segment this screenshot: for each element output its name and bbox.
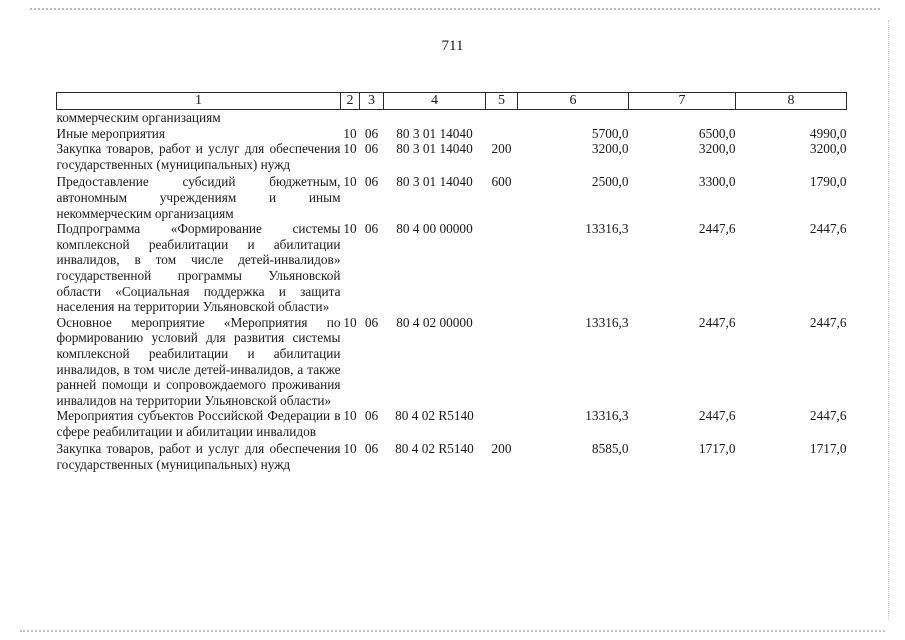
scan-edge-top xyxy=(30,8,880,10)
subsection-code-cell: 06 xyxy=(364,221,379,237)
section-code-cell: 10 xyxy=(343,441,357,457)
amount-col6-cell: 13316,3 xyxy=(585,408,629,424)
table-row xyxy=(57,221,847,315)
amount-col6-cell: 2500,0 xyxy=(591,174,629,190)
amount-col7-cell xyxy=(629,110,736,126)
row-name-cell: Предоставление субсидий бюджетным, автономным учреждениям и иным некоммерческим организациям xyxy=(56,174,341,221)
section-code-cell: 10 xyxy=(343,408,357,424)
row-name-cell: коммерческим организациям xyxy=(56,110,221,125)
scan-edge-bottom xyxy=(20,630,885,632)
subsection-code-cell: 06 xyxy=(364,174,379,190)
subsection-code-cell: 06 xyxy=(364,408,379,424)
expense-type-cell: 200 xyxy=(491,441,512,457)
section-code-cell: 10 xyxy=(343,174,357,190)
amount-col7-cell: 3200,0 xyxy=(698,141,736,157)
target-article-cell: 80 3 01 14040 xyxy=(396,141,473,157)
header-cell-3: 3 xyxy=(360,93,384,110)
table-row xyxy=(57,126,847,142)
header-cell-5: 5 xyxy=(486,93,518,110)
target-article-cell: 80 3 01 14040 xyxy=(396,174,473,190)
subsection-code-cell: 06 xyxy=(364,441,379,457)
header-cell-8: 8 xyxy=(736,93,847,110)
page-number: 711 xyxy=(441,38,464,54)
amount-col8-cell: 2447,6 xyxy=(809,408,847,424)
amount-col8-cell: 1790,0 xyxy=(809,174,847,190)
row-name-cell: Иные мероприятия xyxy=(56,125,166,141)
expense-type-cell xyxy=(486,221,518,315)
expense-type-cell xyxy=(486,126,518,142)
amount-col7-cell: 2447,6 xyxy=(698,221,736,237)
amount-col7-cell: 3300,0 xyxy=(698,174,736,190)
scan-edge-right xyxy=(888,20,889,620)
target-article-cell: 80 4 02 00000 xyxy=(396,314,473,330)
amount-col8-cell xyxy=(736,110,847,126)
target-article-cell: 80 3 01 14040 xyxy=(396,125,473,141)
amount-col7-cell: 1717,0 xyxy=(698,441,736,457)
amount-col6-cell: 13316,3 xyxy=(585,314,629,330)
expense-type-cell xyxy=(486,315,518,409)
table-row xyxy=(57,408,847,439)
amount-col6-cell: 8585,0 xyxy=(591,441,629,457)
amount-col8-cell: 2447,6 xyxy=(809,221,847,237)
expense-type-cell xyxy=(486,110,518,126)
amount-col6-cell: 3200,0 xyxy=(591,141,629,157)
target-article-cell xyxy=(384,110,486,126)
row-name-cell: Основное мероприятие «Мероприятия по формированию условий для развития системы комплексной реабилитации и абилитации инвалидов, в том числе детей-инвалидов, а также ранней помощи и сопровождаемого проживания инвалидов на территории Ульяновской области» xyxy=(56,314,341,408)
subsection-code-cell xyxy=(360,110,384,126)
expense-type-cell: 200 xyxy=(491,141,512,157)
header-row xyxy=(57,93,847,110)
amount-col8-cell: 2447,6 xyxy=(809,314,847,330)
section-code-cell: 10 xyxy=(343,221,357,237)
table-row xyxy=(57,110,847,126)
expense-type-cell: 600 xyxy=(491,174,512,190)
amount-col6-cell xyxy=(518,110,629,126)
header-cell-6: 6 xyxy=(518,93,629,110)
amount-col7-cell: 2447,6 xyxy=(698,314,736,330)
table-row xyxy=(57,141,847,172)
expense-type-cell xyxy=(486,408,518,439)
row-name-cell: Подпрограмма «Формирование системы комплексной реабилитации и абилитации инвалидов, в том числе детей-инвалидов» государственной программы Ульяновской области «Социальная поддержка и защита населения на территории Ульяновской области» xyxy=(56,221,341,315)
section-code-cell xyxy=(341,110,360,126)
budget-table xyxy=(56,92,847,473)
amount-col8-cell: 1717,0 xyxy=(809,441,847,457)
row-name-cell: Закупка товаров, работ и услуг для обеспечения государственных (муниципальных) нужд xyxy=(56,441,341,473)
subsection-code-cell: 06 xyxy=(364,141,379,157)
table-row xyxy=(57,172,847,221)
header-cell-1: 1 xyxy=(57,93,341,110)
amount-col8-cell: 3200,0 xyxy=(809,141,847,157)
header-cell-7: 7 xyxy=(629,93,736,110)
target-article-cell: 80 4 02 R5140 xyxy=(395,408,474,424)
header-cell-2: 2 xyxy=(341,93,360,110)
table-row xyxy=(57,439,847,472)
section-code-cell: 10 xyxy=(343,314,357,330)
row-name-cell: Закупка товаров, работ и услуг для обеспечения государственных (муниципальных) нужд xyxy=(56,141,341,172)
amount-col7-cell: 6500,0 xyxy=(698,125,736,141)
subsection-code-cell: 06 xyxy=(364,314,379,330)
amount-col8-cell: 4990,0 xyxy=(809,125,847,141)
target-article-cell: 80 4 00 00000 xyxy=(396,221,473,237)
subsection-code-cell: 06 xyxy=(364,125,379,141)
section-code-cell: 10 xyxy=(343,125,357,141)
row-name-cell: Мероприятия субъектов Российской Федерации в сфере реабилитации и абилитации инвалидов xyxy=(56,408,341,439)
amount-col7-cell: 2447,6 xyxy=(698,408,736,424)
target-article-cell: 80 4 02 R5140 xyxy=(395,441,474,457)
section-code-cell: 10 xyxy=(343,141,357,157)
table-row xyxy=(57,315,847,409)
header-cell-4: 4 xyxy=(384,93,486,110)
amount-col6-cell: 13316,3 xyxy=(585,221,629,237)
amount-col6-cell: 5700,0 xyxy=(591,125,629,141)
